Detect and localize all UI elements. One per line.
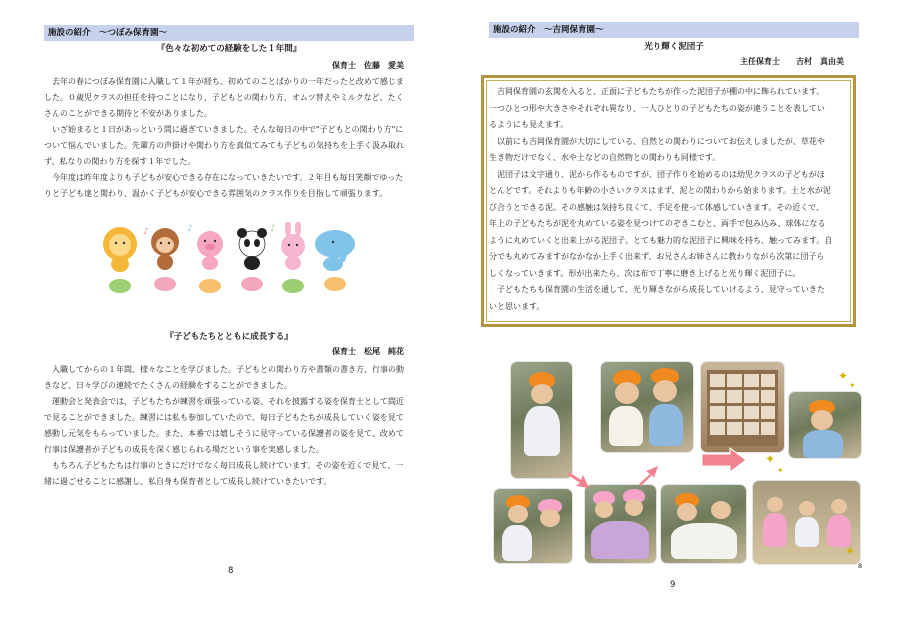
body-line: いざ始まると１日があっという間に過ぎていきました。そんな毎日の中で"子どもとの関わり方"に [52,125,404,134]
page-number-small: 8 [858,562,863,570]
photo-dango-shelf [701,362,784,452]
photo-children-sitting [661,485,746,563]
page-number-right: 9 [670,580,676,590]
lion-icon [103,227,137,272]
pig-icon [197,231,223,270]
body-line: りと子ども達と関わり、温かく子どもが安心できる雰囲気のクラス作りを目指して頑張ります。 [44,189,388,198]
article-body-1 [44,74,416,202]
body-line: ように丸めていくと出来上がる泥団子。とても魅力的な泥団子に興味を持ち、触ってみます。自 [489,235,833,245]
body-line: 去年の春につぼみ保育園に入職して１年が経ち、初めてのことばかりの一年だったと改めて感じま [52,77,404,86]
body-line: で見ることができました。練習には私も参加していたので、毎日子どもたちが成長していく姿を見て [44,413,404,422]
body-line: 入職してからの１年間、様々なことを学びました。子どもとの関わり方や書類の書き方、行事の動 [52,365,404,374]
body-line: び合うとできる泥。その感触は気持ち良くて、手足を使って体感していきます。その近くで、 [489,202,825,212]
sparkle-icon: ✦ [838,369,849,383]
shelf-icon [701,362,784,452]
photo-children-outdoor-mud [753,481,860,564]
article-title-1: 『色々な初めての経験をした１年間』 [156,44,302,54]
svg-text:♪: ♪ [143,227,149,237]
body-line: 生き物だけでなく、水や土などの自然物との関わりも同様です。 [489,153,721,162]
body-line: きなど、日々学びの連続でたくさんの経験をすることができました。 [44,381,292,390]
body-line: いと思います。 [489,301,545,311]
body-line: もちろん子どもたちは行事のときにだけでなく毎日成長し続けています。その姿を近くで見て、一 [52,461,404,470]
section-header-yoshioka: 施設の紹介 〜吉岡保育園〜 [489,22,859,38]
article-title-3: 光り輝く泥団子 [644,42,704,52]
body-line: とんどです。それよりも年齢の小さいクラスはまず、泥との関わりから始まります。土と水が泥 [489,186,831,195]
body-line: 感動し元気をもらっていました。また、本番では嬉しそうに見守っている保護者の姿を見て、改めて [44,429,404,438]
body-line: 行事は保護者が子どもの成長を深く感じられる場だという事を実感しました。 [44,445,324,454]
animal-illustration [95,222,370,302]
body-line: 年上の子どもたちが泥を丸めている姿を見つけてのぞきこむと、両手で包み込み、球体になる [489,219,826,228]
sparkle-icon: ✦ [765,452,776,466]
body-line: ついて悩んでいました。先輩方の声掛けや関わり方を真似てみても子どもの気持ちを上手く汲み取れ [44,141,404,150]
sparkle-icon: ✦ [777,466,784,475]
body-line: 一つひとつ形や大きさやそれぞれ異なり、一人ひとりの子どもたちの姿が違うことを表してい [489,103,825,113]
arrow-right-icon [700,446,748,474]
photo-children-pink-hats [494,489,572,563]
article-byline-3: 主任保育士 吉村 真由美 [740,57,844,66]
sparkle-icon: ✦ [849,381,856,390]
body-line: 子どもたちも保育園の生活を通して、光り輝きながら成長していけるよう、見守っていきた [497,285,825,294]
body-line: 今年度は昨年度よりも子どもが安心できる存在になっていきたいです。２年目も毎日笑顔でゆった [52,173,404,182]
elephant-icon [315,230,355,271]
svg-text:♪: ♪ [187,224,193,234]
photo-two-children-smiling [601,362,693,452]
rabbit-icon [281,222,305,270]
page-number-left: 8 [228,566,234,576]
sparkle-icon: ✦ [845,544,856,558]
svg-text:♪: ♪ [270,224,276,234]
body-line: 運動会と発表会では、子どもたちが練習を頑張っている姿、それを披露する姿を保育士として間近 [52,397,404,406]
panda-icon [237,228,267,270]
body-line: 泥団子は文字通り、泥から作るものですが、団子作りを始めるのは幼児クラスの子どもがほ [497,169,825,179]
body-line: 緒に過ごせることに感謝し、私自身も保育者として成長し続けていきたいです。 [44,477,332,486]
body-line: 吉岡保育園の玄関を入ると、正面に子どもたちが作った泥団子が棚の中に飾られています。 [497,87,825,96]
body-line: 以前にも吉岡保育園が大切にしている、自然との関わりについてお伝えしましたが、草花や [497,136,825,146]
arrow-up-right-icon [636,464,660,488]
photo-child-holding-ball [511,362,572,478]
monkey-icon [151,228,179,270]
body-line: るようにも見えます。 [489,120,569,129]
article-body-3 [489,84,851,315]
article-byline-1: 保育士 佐藤 愛美 [332,61,404,70]
body-line: しくなっていきます。形が出来たら、次は布で丁寧に磨き上げると光り輝く泥団子に。 [489,268,801,278]
body-line: した。０歳児クラスの担任を持つことになり、子どもとの関わり方、オムツ替えやミルクなど、たく [44,93,404,102]
arrow-down-right-icon [567,466,591,490]
article-body-2 [44,362,416,490]
photo-group-playing-mud [585,485,656,563]
photo-child-with-dango [789,392,861,458]
body-line: さんのことができる期待と不安がありました。 [44,109,212,118]
section-header-tsubomi: 施設の紹介 〜つぼみ保育園〜 [44,25,414,41]
article-byline-2: 保育士 松尾 純花 [332,347,404,356]
article-title-2: 『子どもたちとともに成長する』 [165,332,293,342]
body-line: 分でも丸めてみますがなかなか上手く出来ず、お兄さんお姉さんに教わりながら次第に団子ら [489,252,825,261]
body-line: ず、私なりの関わり方を探す１年でした。 [44,157,196,166]
